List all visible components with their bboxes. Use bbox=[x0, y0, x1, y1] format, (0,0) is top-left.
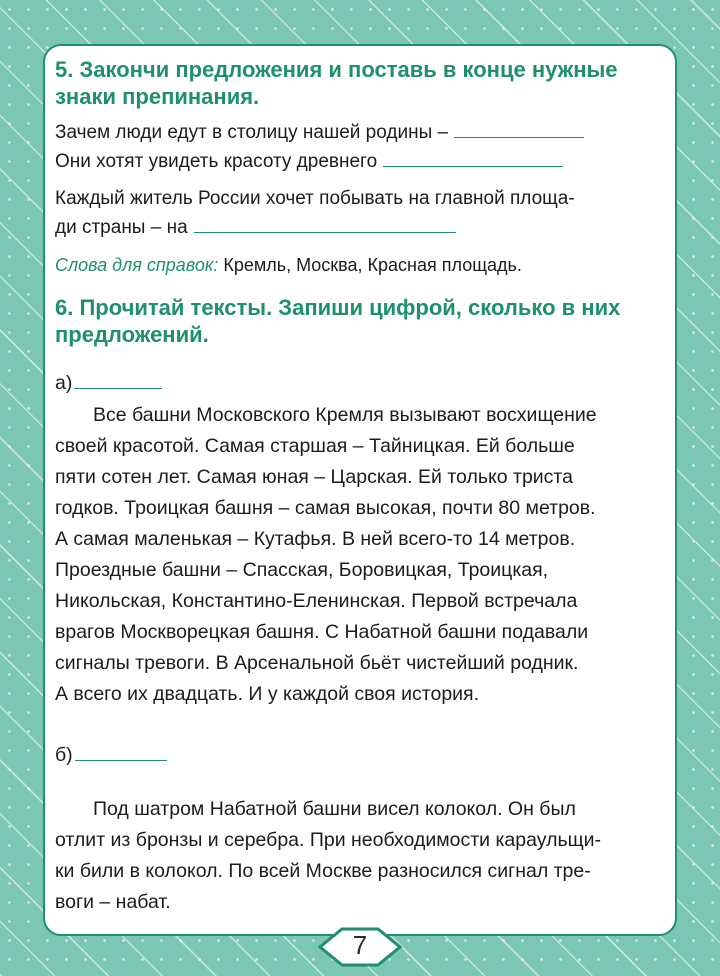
label-a-line bbox=[55, 368, 665, 398]
answer-blank-b[interactable] bbox=[75, 742, 167, 761]
task-5-line-2 bbox=[55, 147, 665, 176]
text-a-line: А всего их двадцать. И у каждой своя история. bbox=[55, 683, 480, 705]
answer-blank-a[interactable] bbox=[74, 370, 162, 389]
text-b-line: воги – набат. bbox=[55, 891, 171, 913]
text-b-line: отлит из бронзы и серебра. При необходимости караульщи- bbox=[55, 829, 602, 851]
word-hint bbox=[55, 252, 665, 278]
label-b-line bbox=[55, 740, 665, 770]
page-number: 7 bbox=[352, 930, 368, 960]
task-5-line-3b-text: ди страны – на bbox=[55, 217, 188, 238]
label-b: б) bbox=[55, 744, 73, 766]
answer-blank-2[interactable] bbox=[383, 148, 563, 167]
text-a-line: годков. Троицкая башня – самая высокая, почти 80 метров. bbox=[55, 497, 596, 519]
task-5-title: 5. Закончи предложения и поставь в конце нужные знаки препинания. bbox=[55, 57, 618, 109]
worksheet-content bbox=[55, 56, 665, 918]
text-b bbox=[55, 794, 665, 918]
text-a-line: пяти сотен лет. Самая юная – Царская. Ей только триста bbox=[55, 466, 573, 488]
word-hint-label: Слова для справок: bbox=[55, 255, 219, 275]
task-5-line-3a: Каждый житель России хочет побывать на главной площа- bbox=[55, 188, 575, 209]
task-5-line-1-text: Зачем люди едут в столицу нашей родины – bbox=[55, 122, 449, 143]
answer-blank-1[interactable] bbox=[454, 119, 584, 138]
text-a-line: врагов Москворецкая башня. С Набатной башни подавали bbox=[55, 621, 589, 643]
text-a-line: А самая маленькая – Кутафья. В ней всего-то 14 метров. bbox=[55, 528, 576, 550]
word-hint-words: Кремль, Москва, Красная площадь. bbox=[218, 255, 522, 275]
text-a-line: Никольская, Константино-Еленинская. Первой встречала bbox=[55, 590, 578, 612]
text-b-line: Под шатром Набатной башни висел колокол. Он был bbox=[93, 798, 576, 820]
page-number-badge bbox=[316, 926, 404, 968]
text-a-line: сигналы тревоги. В Арсенальной бьёт чистейший родник. bbox=[55, 652, 579, 674]
task-5-line-1 bbox=[55, 118, 665, 147]
task-5-line-2-text: Они хотят увидеть красоту древнего bbox=[55, 151, 378, 172]
label-a: а) bbox=[55, 372, 73, 394]
task-5-line-3b bbox=[55, 213, 665, 242]
text-b-line: ки били в колокол. По всей Москве разносился сигнал тре- bbox=[55, 860, 591, 882]
text-a-line: Все башни Московского Кремля вызывают восхищение bbox=[93, 404, 597, 426]
text-a-line: Проездные башни – Спасская, Боровицкая, Троицкая, bbox=[55, 559, 549, 581]
worksheet-card bbox=[43, 44, 677, 936]
answer-blank-3[interactable] bbox=[194, 214, 456, 233]
text-a bbox=[55, 400, 665, 710]
task-6-title: 6. Прочитай тексты. Запиши цифрой, сколько в них предложений. bbox=[55, 295, 621, 347]
text-a-line: своей красотой. Самая старшая – Тайницкая. Ей больше bbox=[55, 435, 575, 457]
